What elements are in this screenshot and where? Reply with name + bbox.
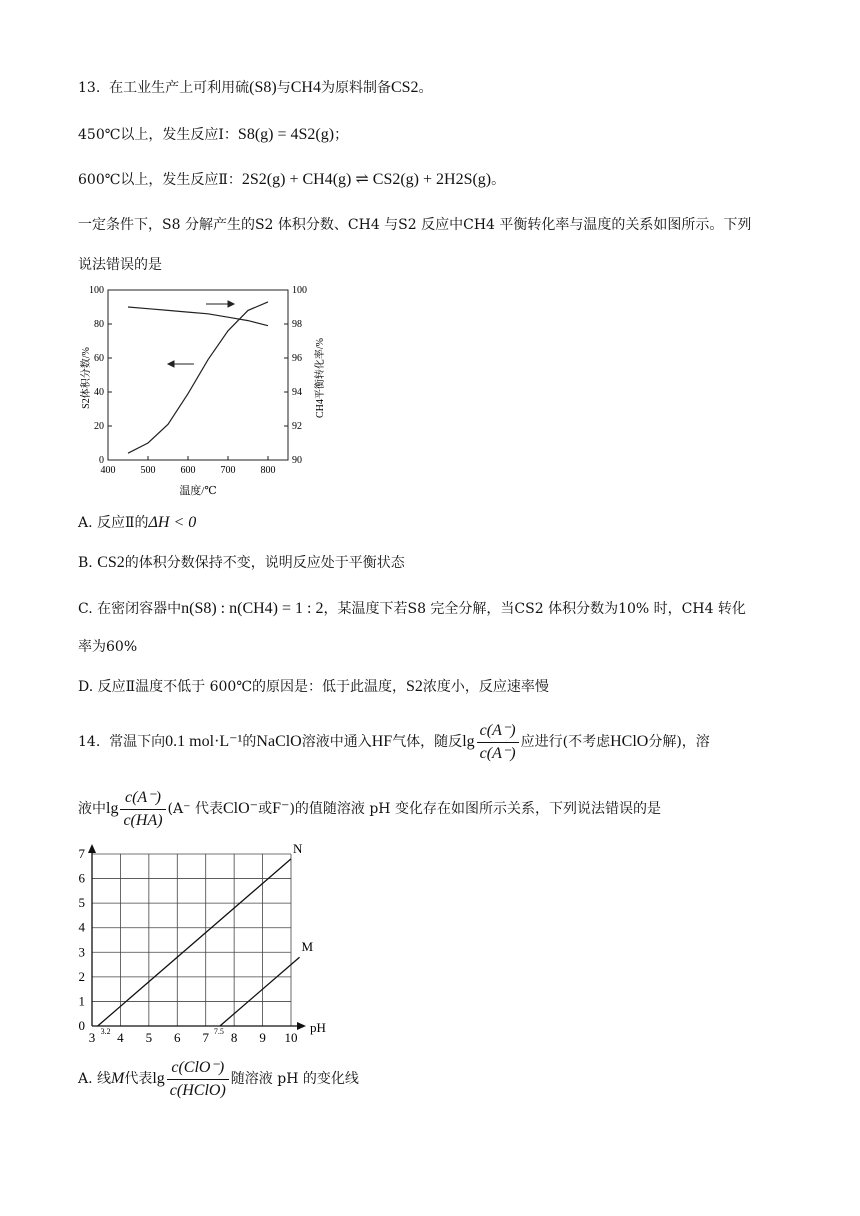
y-left-tick-label: 20 <box>94 421 104 432</box>
y-tick-label: 2 <box>78 968 85 984</box>
arrow-left-icon <box>168 361 194 367</box>
chart-14 <box>72 840 342 1050</box>
x-tick-label: 9 <box>259 1030 266 1045</box>
x-tick-label: 700 <box>220 465 236 476</box>
y-axis-arrow-icon <box>88 844 96 853</box>
y-tick-label: 6 <box>78 870 85 886</box>
q13-option-d: D. 反应Ⅱ温度不低于 600℃的原因是：低于此温度，S2浓度小，反应速率慢 <box>78 678 549 695</box>
y-left-tick-label: 60 <box>94 353 104 364</box>
x-tick-label: 6 <box>174 1030 181 1045</box>
x-tick-label: 5 <box>145 1030 153 1045</box>
q13-reaction-1: 450℃以上，发生反应Ⅰ：S8(g) = 4S2(g)； <box>78 126 349 143</box>
q13-option-c-continued: 率为60% <box>78 639 138 655</box>
y-left-tick-label: 80 <box>94 319 104 330</box>
annotation-7-5: 7.5 <box>213 1027 224 1036</box>
fraction-3: $\frac{\text{c(ClO⁻)}}{\text{c(HClO)}}$ <box>167 1057 229 1102</box>
x-axis-label: 温度/℃ <box>179 485 217 497</box>
series-label-N: N <box>293 840 303 856</box>
q13-option-c: C. 在密闭容器中n(S8) : n(CH4) = 1 : 2，某温度下若S8 完全分解，当CS2 体积分数为10% 时，CH4 转化 <box>78 600 746 617</box>
x-tick-label: 10 <box>284 1030 298 1045</box>
series-line-N <box>98 859 291 1026</box>
y-tick-label: 1 <box>78 993 85 1009</box>
series-line <box>128 302 268 453</box>
y-right-tick-label: 92 <box>292 421 302 432</box>
x-tick-label: 600 <box>180 465 196 476</box>
y-tick-label: 0 <box>78 1018 85 1033</box>
y-right-tick-label: 94 <box>292 387 302 398</box>
x-tick-label: 7 <box>202 1030 209 1045</box>
q13-stem: 13. 在工业生产上可利用硫(S8)与CH4为原料制备CS2。 <box>78 79 433 96</box>
series-line <box>128 307 268 326</box>
series-label-M: M <box>301 939 314 955</box>
fraction-1: $\frac{c(A^-)}{c(A^-)}$ <box>477 720 519 765</box>
y-tick-label: 7 <box>78 846 85 861</box>
q13-option-a: A. 反应Ⅱ的ΔH < 0 <box>78 514 197 531</box>
y-left-tick-label: 100 <box>89 285 104 296</box>
q14-stem: 14. 常温下向0.1 mol·L⁻¹的NaClO溶液中通入HF气体，随反lg $\frac{c(A^-)}{c(A^-)}$ 应进行(不考虑HClO分解)，溶 <box>78 718 710 766</box>
x-tick-label: 8 <box>230 1030 238 1045</box>
x-axis-arrow-icon <box>297 1022 306 1030</box>
annotation-3-2: 3.2 <box>100 1027 111 1036</box>
series-line-M <box>220 957 300 1026</box>
y-tick-label: 5 <box>78 895 85 911</box>
chart-13 <box>78 282 348 497</box>
x-tick-label: 500 <box>140 465 156 476</box>
q13-option-b: B. CS2的体积分数保持不变，说明反应处于平衡状态 <box>78 554 405 571</box>
x-tick-label: 800 <box>260 465 276 476</box>
y-left-tick-label: 40 <box>94 387 104 398</box>
y-axis-right-label: CH4平衡转化率/% <box>315 338 326 418</box>
y-right-tick-label: 100 <box>292 285 307 296</box>
y-right-tick-label: 98 <box>292 319 302 330</box>
y-right-tick-label: 90 <box>292 455 302 466</box>
arrow-right-icon <box>206 301 234 307</box>
y-right-tick-label: 96 <box>292 353 302 364</box>
q14-option-a: A. 线M代表lg $\frac{\text{c(ClO⁻)}}{\text{c(HClO)}}$ 随溶液 pH 的变化线 <box>78 1055 359 1103</box>
y-left-tick-label: 0 <box>99 455 104 466</box>
y-tick-label: 3 <box>78 944 85 960</box>
x-tick-label: 4 <box>117 1030 124 1045</box>
y-axis-left-label: S2体积分数/% <box>81 347 92 409</box>
q13-description: 一定条件下，S8 分解产生的S2 体积分数、CH4 与S2 反应中CH4 平衡转化率与温度的关系如图所示。下列 <box>78 217 752 233</box>
x-tick-label: 3 <box>88 1030 96 1045</box>
fraction-2: $\frac{c(A^-)}{c(HA)}$ <box>120 787 165 832</box>
y-tick-label: 4 <box>78 919 85 935</box>
q13-reaction-2: 600℃以上，发生反应Ⅱ：2S2(g) + CH4(g) ⇌ CS2(g) + 2H2S(g)。 <box>78 171 506 188</box>
q13-prompt: 说法错误的是 <box>78 257 162 273</box>
x-axis-label: pH <box>310 1020 326 1035</box>
plot-frame <box>108 290 288 460</box>
q14-stem-line2: 液中lg $\frac{c(A^-)}{c(HA)}$ (A⁻ 代表ClO⁻或F⁻)的值随溶液 pH 变化存在如图所示关系，下列说法错误的是 <box>78 785 661 833</box>
s8-formula: (S8) <box>249 79 277 96</box>
x-tick-label: 400 <box>100 465 116 476</box>
